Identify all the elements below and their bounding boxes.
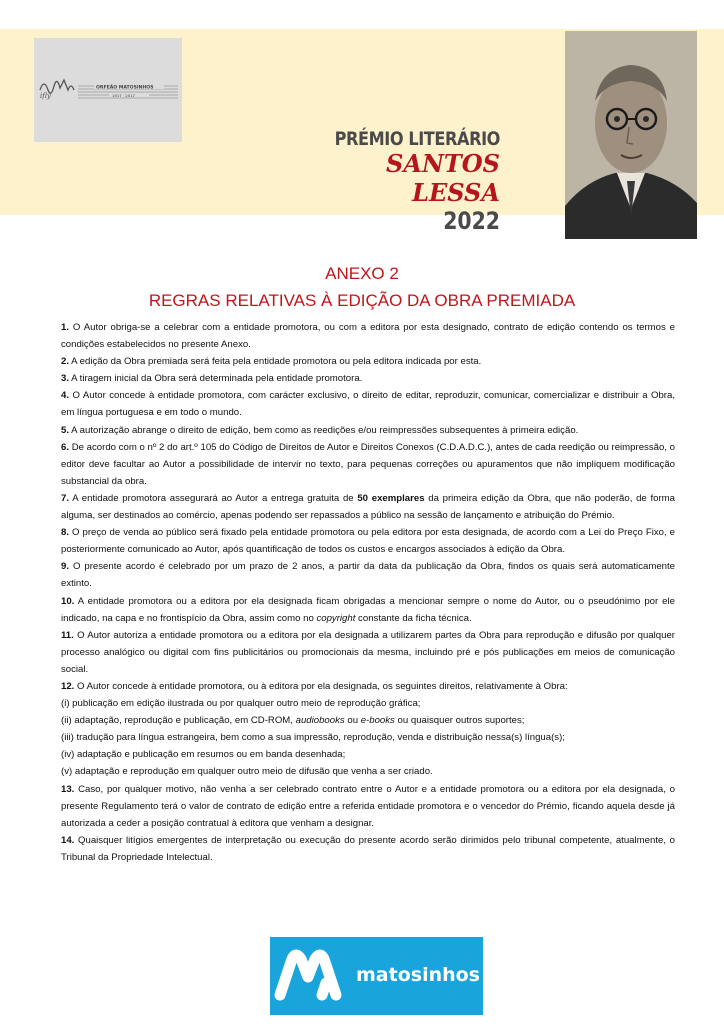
rule-12: 12. O Autor concede à entidade promotora, ou à editora por ela designada, os seguintes direitos, relativamente à Obra: — [61, 680, 568, 692]
portrait-photo — [565, 31, 697, 239]
rule-8: 8. O preço de venda ao público será fixado pela entidade promotora ou pela editora por esta designada, de acordo com a Lei do Preço Fixo, e posteriormente comunicado ao Autor, após quantificação de todos os custos e encargos associados à edição da Obra. — [61, 527, 675, 556]
rule-5: 5. A autorização abrange o direito de edição, bem como as reedições e/ou reimpressões subsequentes à primeira edição. — [61, 424, 579, 436]
orfeao-logo — [34, 38, 182, 142]
rule-11: 11. O Autor autoriza a entidade promotora ou a editora por ela designada a utilizarem partes da Obra para reprodução e difusão por qualquer processo analógico ou digital com fins publicitários ou promocionais da mesma, incluindo pré e pós publicações em meios de comunicação social. — [61, 629, 675, 675]
rule-9: 9. O presente acordo é celebrado por um prazo de 2 anos, a partir da data da publicação da Obra, findos os quais será automaticamente extinto. — [61, 561, 675, 590]
orfeao-logo-graphic — [34, 38, 182, 142]
rule-12-item-iv: (iv) adaptação e publicação em resumos ou em banda desenhada; — [61, 749, 346, 761]
award-title — [300, 128, 500, 235]
matosinhos-brand-text: matosinhos — [356, 964, 480, 986]
rules-list — [61, 319, 675, 866]
rule-6: 6. De acordo com o nº 2 do art.º 105 do Código de Direitos de Autor e Direitos Conexos (C.D.A.D.C.), antes de cada reedição ou reimpressão, o editor deve facultar ao Autor a possibilidade de intervir no texto, para pequenas correções ou apuramentos que não impliquem modificação substancial da obra. — [61, 441, 675, 487]
rule-2: 2. A edição da Obra premiada será feita pela entidade promotora ou pela editora indicada por esta. — [61, 356, 482, 368]
matosinhos-logo — [270, 937, 483, 1015]
svg-text:1917 · 2017: 1917 · 2017 — [112, 93, 135, 98]
annex-number: ANEXO 2 — [325, 264, 399, 283]
rule-12-item-ii: (ii) adaptação, reprodução e publicação, em CD-ROM, audiobooks ou e-books ou quaisquer outros suportes; — [61, 715, 525, 727]
rule-14: 14. Quaisquer litígios emergentes de interpretação ou execução do presente acordo serão dirimidos pelo tribunal competente, atualmente, o Tribunal da Propriedade Intelectual. — [61, 834, 675, 863]
title-line-1: PRÉMIO LITERÁRIO — [334, 128, 500, 150]
rule-12-item-i: (i) publicação em edição ilustrada ou por qualquer outro meio de reprodução gráfica; — [61, 698, 421, 710]
svg-text:ifly: ifly — [40, 92, 51, 100]
svg-text:ORFEÃO MATOSINHOS: ORFEÃO MATOSINHOS — [96, 85, 154, 91]
rule-1: 1. O Autor obriga-se a celebrar com a entidade promotora, ou com a editora por esta designado, contrato de edição contendo os termos e condições estabelecidos no presente Anexo. — [61, 322, 675, 351]
rule-3: 3. A tiragem inicial da Obra será determinada pela entidade promotora. — [61, 373, 363, 385]
rule-12-item-v: (v) adaptação e reprodução em qualquer outro meio de difusão que venha a ser criado. — [61, 766, 433, 778]
title-line-2: SANTOS LESSA — [386, 149, 500, 207]
rule-12-item-iii: (iii) tradução para língua estrangeira, bem como a sua impressão, reprodução, venda e distribuição nessa(s) língua(s); — [61, 732, 565, 744]
rule-7: 7. A entidade promotora assegurará ao Autor a entrega gratuita de 50 exemplares da primeira edição da Obra, que não poderão, de forma alguma, ser destinados ao comércio, apenas podendo ser repassados a público na sessão de lançamento e atribuição do Prémio. — [61, 492, 675, 522]
rule-4: 4. O Autor concede à entidade promotora, com carácter exclusivo, o direito de editar, reproduzir, comunicar, comercializar e distribuir a Obra, em língua portuguesa e em todo o mundo. — [61, 390, 675, 419]
rule-10: 10. A entidade promotora ou a editora por ela designada ficam obrigadas a mencionar sempre o nome do Autor, ou o pseudónimo por ele indicado, na capa e no frontispício da Obra, assim como no copyright constante da ficha técnica. — [61, 595, 675, 624]
annex-heading: REGRAS RELATIVAS À EDIÇÃO DA OBRA PREMIADA — [148, 291, 576, 310]
title-line-3: 2022 — [443, 207, 500, 236]
rule-13: 13. Caso, por qualquer motivo, não venha a ser celebrado contrato entre o Autor e a entidade promotora ou a editora por ela designada, o presente Regulamento terá o valor de contrato de edição entre a referida entidade promotora e o vencedor do Prémio, ficando aquela desde já autorizada a ceder a posição contratual à editora que venham a designar. — [61, 783, 675, 829]
